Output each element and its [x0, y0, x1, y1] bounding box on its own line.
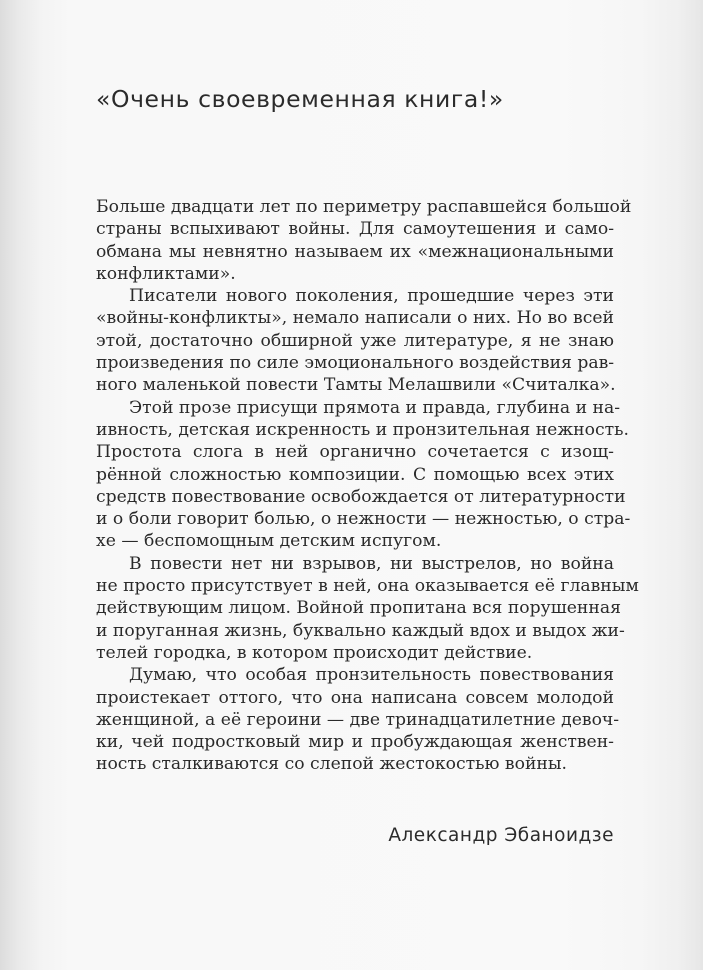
paragraph-4 [96, 553, 639, 664]
text-line: рённой сложностью композиции. С помощью всех этих [96, 464, 614, 485]
text-line: телей городка, в котором происходит действие. [96, 642, 533, 663]
text-line: проистекает оттого, что она написана совсем молодой [96, 687, 614, 708]
text-line: конфликтами». [96, 263, 236, 284]
text-line: хе — беспомощным детским испугом. [96, 531, 442, 552]
text-line: и поруганная жизнь, буквально каждый вдох и выдох жи- [96, 620, 625, 641]
text-line: женщиной, а её героини — две тринадцатилетние девоч- [96, 709, 620, 730]
text-line: произведения по силе эмоционального воздействия рав- [96, 353, 615, 374]
text-line: и о боли говорит болью, о нежности — нежностью, о стра- [96, 509, 631, 530]
text-line: средств повествование освобождается от литературности [96, 486, 626, 507]
text-line: страны вспыхивают войны. Для самоутешения и само- [96, 219, 614, 240]
paragraph-5 [96, 664, 620, 775]
paragraph-1 [96, 196, 632, 285]
text-line: В повести нет ни взрывов, ни выстрелов, но война [129, 553, 614, 574]
body-text [96, 196, 639, 776]
text-line: Думаю, что особая пронзительность повествования [129, 665, 614, 686]
text-line: «войны-конфликты», немало написали о них. Но во всей [96, 308, 614, 329]
text-line: Писатели нового поколения, прошедшие через эти [129, 286, 614, 307]
text-line: обмана мы невнятно называем их «межнациональными [96, 241, 614, 262]
text-line: этой, достаточно обширной уже литературе, я не знаю [96, 330, 614, 351]
text-line: ивность, детская искренность и пронзительная нежность. [96, 419, 629, 440]
paragraph-3 [96, 397, 631, 553]
text-line: ного маленькой повести Тамты Мелашвили «Считалка». [96, 375, 616, 396]
text-line: Больше двадцати лет по периметру распавшейся большой [96, 197, 632, 217]
text-line: не просто присутствует в ней, она оказывается её главным [96, 576, 639, 597]
text-line: действующим лицом. Войной пропитана вся порушенная [96, 598, 621, 619]
text-line: Этой прозе присущи прямота и правда, глубина и на- [129, 397, 621, 418]
text-line: Простота слога в ней органично сочетается с изощ- [96, 442, 614, 463]
text-line: ки, чей подростковый мир и пробуждающая женствен- [96, 732, 614, 753]
text-line: ность сталкиваются со слепой жестокостью войны. [96, 754, 568, 775]
author-signature: Александр Эбаноидзе [388, 825, 614, 846]
page-title: «Очень своевременная книга!» [96, 85, 504, 113]
paragraph-2 [96, 285, 614, 396]
